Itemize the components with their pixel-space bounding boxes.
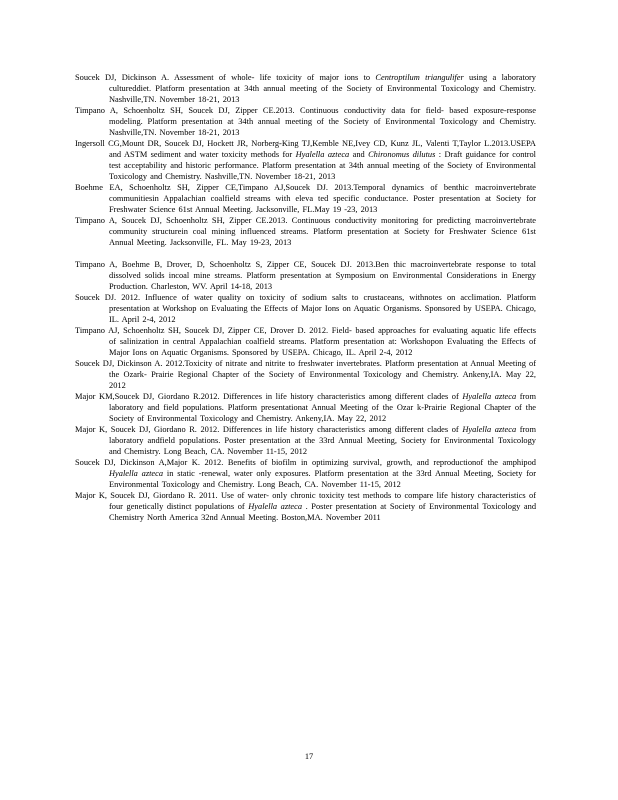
species-name: Chironomus dilutus [368,150,436,159]
reference-text: Soucek DJ, Dickinson A,Major K. 2012. Benefits of biofilm in optimizing survival, growth, and reproductionof the amphipod [75,458,536,467]
reference-entry [75,292,536,325]
reference-entry [75,391,536,424]
reference-text: Major K, Soucek DJ, Giordano R. 2012. Differences in life history characteristics among different clades of [75,425,463,434]
reference-text: and [349,150,369,159]
reference-entry [75,138,536,182]
reference-text: Major K, Soucek DJ, Giordano R. 2011. Use of water- only chronic toxicity test methods to compare life history characteristics of four genetically distinct populations of [75,491,536,511]
reference-text: Soucek DJ, Dickinson A. Assessment of whole- life toxicity of major ions to [75,73,376,82]
reference-text: from laboratory and field populations. Platform presentationat Annual Meeting of the Ozar k-Prairie Regional Chapter of the Society of Environmental Toxicology and Chemistry. Ankeny,IA. May 22, 2012 [109,392,537,423]
reference-entry [75,424,536,457]
species-name: Hyalella azteca [248,502,303,511]
reference-entry [75,182,536,215]
reference-entry [75,457,536,490]
reference-entry [75,105,536,138]
species-name: Hyalella azteca [295,150,350,159]
reference-entry [75,259,536,292]
reference-text: Timpano A, Boehme B, Drover, D, Schoenholtz S, Zipper CE, Soucek DJ. 2013.Ben thic macroinvertebrate response to total dissolved solids incoal mine streams. Platform presentation at Symposium on Environmental Considerations in Energy Production. Charleston, WV. April 14-18, 2013 [75,260,536,291]
reference-text: : Draft guidance for control test acceptability and historic performance. Platform presentation at 34th annual meeting of the Society of Environmental Toxicology and Chemistry. Nashville,TN. November 18-21, 2013 [109,150,537,181]
page-number: 17 [304,752,314,761]
species-name: Hyalella azteca [109,469,164,478]
reference-entry [75,215,536,248]
reference-text: Ingersoll CG,Mount DR, Soucek DJ, Hockett JR, Norberg-King TJ,Kemble NE,Ivey CD, Kunz JL, Valenti T,Taylor L.2013.USEPA and ASTM sediment and water toxicity methods for [75,139,536,159]
species-name: Centroptilum triangulifer [375,73,464,82]
reference-text: using a laboratory cultureddiet. Platform presentation at 34th annual meeting of the Society of Environmental Toxicology and Chemistry. Nashville,TN. November 18-21, 2013 [109,73,536,104]
reference-text: Soucek DJ. 2012. Influence of water quality on toxicity of sodium salts to crustaceans, withnotes on acclimation. Platform presentation at Workshop on Evaluating the Effects of Major Ions on Aquatic Organisms. Sponsored by USEPA. Chicago, IL. April 2-4, 2012 [75,293,536,324]
reference-text: Major KM,Soucek DJ, Giordano R.2012. Differences in life history characteristics among different clades of [75,392,463,401]
reference-entry [75,72,536,105]
reference-entry [75,325,536,358]
reference-text: Timpano A, Schoenholtz SH, Soucek DJ, Zipper CE.2013. Continuous conductivity data for field- based exposure-response modeling. Platform presentation at 34th annual meeting of the Society of Environmental Toxicology and Chemistry. Nashville,TN. November 18-21, 2013 [75,106,536,137]
reference-text: from laboratory andfield populations. Poster presentation at the 33rd Annual Meeting, Society for Environmental Toxicology and Chemistry. Long Beach, CA. November 11-15, 2012 [109,425,537,456]
reference-list [75,72,536,523]
species-name: Hyalella azteca [462,392,517,401]
reference-entry [75,490,536,523]
reference-text: Timpano A, Soucek DJ, Schoenholtz SH, Zipper CE.2013. Continuous conductivity monitoring for predicting macroinvertebrate community structurein coal mining influenced streams. Platform presentation at Society for Freshwater Science 61st Annual Meeting. Jacksonville, FL. May 19-23, 2013 [75,216,536,247]
reference-entry [75,358,536,391]
reference-text: Boehme EA, Schoenholtz SH, Zipper CE,Timpano AJ,Soucek DJ. 2013.Temporal dynamics of benthic macroinvertebrate communitiesin Appalachian coalfield streams with eleva ted specific conductance. Poster presentation at Society for Freshwater Science 61st Annual Meeting. Jacksonville, FL.May 19 -23, 2013 [75,183,536,214]
species-name: Hyalella azteca [462,425,517,434]
reference-text: in static -renewal, water only exposures. Platform presentation at the 33rd Annual Meeting, Society for Environmental Toxicology and Chemistry. Long Beach, CA. November 11-15, 2012 [109,469,536,489]
reference-text: . Poster presentation at Society of Environmental Toxicology and Chemistry North America 32nd Annual Meeting. Boston,MA. November 2011 [109,502,537,522]
reference-text: Soucek DJ, Dickinson A. 2012.Toxicity of nitrate and nitrite to freshwater invertebrates. Platform presentation at Annual Meeting of the Ozark- Prairie Regional Chapter of the Society of Environmental Toxicology and Chemistry. Ankeny,IA. May 22, 2012 [75,359,536,390]
reference-text: Timpano AJ, Schoenholtz SH, Soucek DJ, Zipper CE, Drover D. 2012. Field- based approaches for evaluating aquatic life effects of salinization in central Appalachian coalfield streams. Platform presentation at: Workshopon Evaluating the Effects of Major Ions on Aquatic Organisms. Sponsored by USEPA. Chicago, IL. April 2-4, 2012 [75,326,536,357]
